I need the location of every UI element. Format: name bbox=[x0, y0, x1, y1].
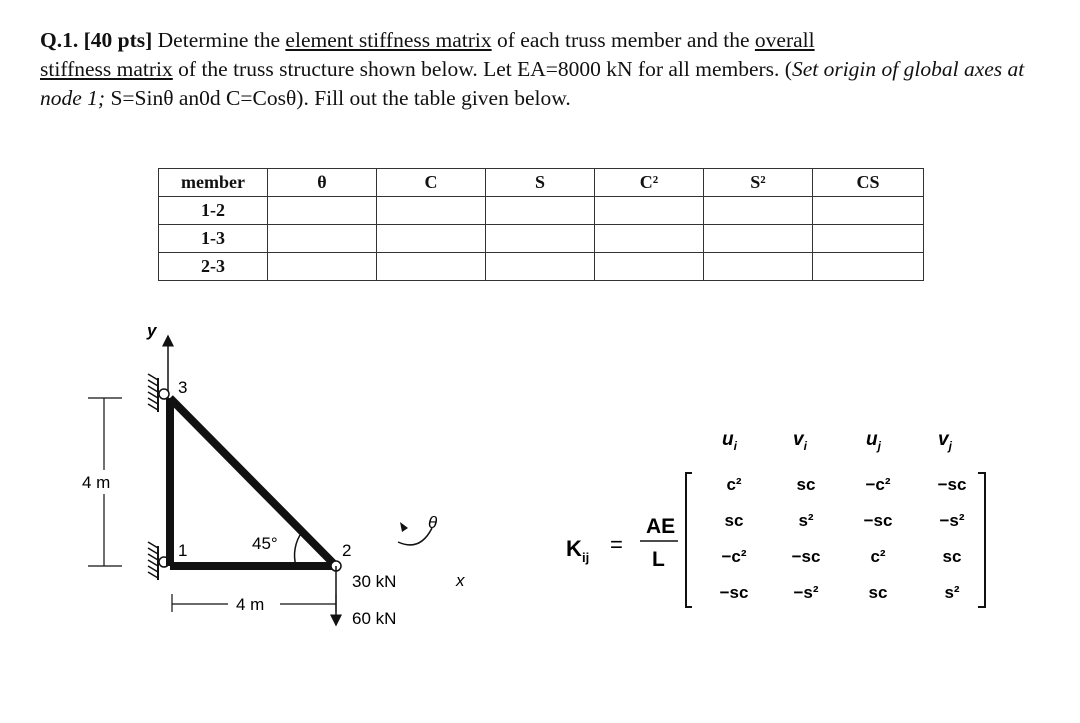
load-30kn-label: 30 kN bbox=[352, 572, 397, 591]
table-header-row bbox=[159, 169, 924, 197]
member-cell: 1-2 bbox=[159, 197, 268, 225]
question-italic: Set origin of global axes at node 1; bbox=[40, 57, 1025, 110]
x-axis-label: x bbox=[456, 571, 465, 590]
matrix-left-bracket bbox=[686, 473, 692, 607]
matrix-cell: c² bbox=[726, 475, 742, 494]
table-row bbox=[159, 225, 924, 253]
matrix-cell: s² bbox=[798, 511, 814, 530]
theta-arrowhead bbox=[400, 522, 408, 532]
matrix-lhs-sub: ij bbox=[582, 550, 590, 565]
matrix-cell: −sc bbox=[937, 475, 967, 494]
stiffness-matrix-link: stiffness matrix bbox=[40, 57, 173, 81]
question-text-2: of each truss member and the bbox=[491, 28, 755, 52]
stiffness-matrix bbox=[566, 429, 985, 607]
matrix-cell: −sc bbox=[791, 547, 821, 566]
y-axis-label: y bbox=[147, 321, 157, 340]
c2-cell[interactable] bbox=[595, 197, 704, 225]
question-text bbox=[40, 26, 1040, 113]
s2-cell[interactable] bbox=[704, 225, 813, 253]
matrix-equals: = bbox=[610, 532, 623, 557]
theta-cell[interactable] bbox=[268, 253, 377, 281]
matrix-cell: −sc bbox=[863, 511, 893, 530]
cs-cell[interactable] bbox=[813, 197, 924, 225]
matrix-cell: s² bbox=[944, 583, 960, 602]
overall-link: overall bbox=[754, 28, 815, 52]
matrix-cell: −s² bbox=[939, 511, 965, 530]
element-stiffness-link: element stiffness matrix bbox=[285, 28, 492, 52]
member-cell: 2-3 bbox=[159, 253, 268, 281]
theta-cell[interactable] bbox=[268, 197, 377, 225]
angle-label: 45° bbox=[252, 534, 278, 553]
s-cell[interactable] bbox=[486, 225, 595, 253]
matrix-cell: sc bbox=[942, 547, 962, 566]
question-prefix: Q.1. [40 pts] bbox=[40, 28, 153, 52]
matrix-frac-num: AE bbox=[646, 515, 676, 538]
cs-cell[interactable] bbox=[813, 253, 924, 281]
header-member: member bbox=[159, 169, 268, 197]
table-row bbox=[159, 197, 924, 225]
matrix-cell: sc bbox=[868, 583, 888, 602]
s2-cell[interactable] bbox=[704, 197, 813, 225]
c-cell[interactable] bbox=[377, 197, 486, 225]
header-c2: C² bbox=[595, 169, 704, 197]
matrix-cell: −s² bbox=[793, 583, 819, 602]
col-head-vi: $v_i$ bbox=[793, 429, 807, 453]
col-head-vj: $v_j$ bbox=[938, 429, 952, 453]
matrix-cell: sc bbox=[796, 475, 816, 494]
col-head-uj: $u_j$ bbox=[866, 429, 881, 453]
member-table bbox=[158, 168, 924, 281]
member-cell: 1-3 bbox=[159, 225, 268, 253]
matrix-cell: −c² bbox=[721, 547, 747, 566]
c-cell[interactable] bbox=[377, 253, 486, 281]
matrix-lhs: K bbox=[566, 536, 582, 561]
header-c: C bbox=[377, 169, 486, 197]
pin-support-node3 bbox=[148, 374, 169, 412]
s-cell[interactable] bbox=[486, 197, 595, 225]
s2-cell[interactable] bbox=[704, 253, 813, 281]
c2-cell[interactable] bbox=[595, 225, 704, 253]
theta-cell[interactable] bbox=[268, 225, 377, 253]
header-s2: S² bbox=[704, 169, 813, 197]
matrix-cell: −c² bbox=[865, 475, 891, 494]
matrix-cell: sc bbox=[724, 511, 744, 530]
truss-figure bbox=[0, 300, 1080, 723]
matrix-frac-den: L bbox=[652, 548, 665, 571]
node-3-label: 3 bbox=[178, 378, 188, 397]
c-cell[interactable] bbox=[377, 225, 486, 253]
c2-cell[interactable] bbox=[595, 253, 704, 281]
cs-cell[interactable] bbox=[813, 225, 924, 253]
node-2-label: 2 bbox=[342, 541, 352, 560]
matrix-cell: c² bbox=[870, 547, 886, 566]
load-60kn-label: 60 kN bbox=[352, 609, 397, 628]
matrix-right-bracket bbox=[978, 473, 985, 607]
angle-arc bbox=[295, 532, 302, 566]
question-text-4: S=Sinθ an0d C=Cosθ). Fill out the table given below. bbox=[105, 86, 571, 110]
header-cs: CS bbox=[813, 169, 924, 197]
col-head-ui: $u_i$ bbox=[722, 429, 737, 453]
header-s: S bbox=[486, 169, 595, 197]
height-dim-label: 4 m bbox=[82, 473, 111, 492]
table-row bbox=[159, 253, 924, 281]
s-cell[interactable] bbox=[486, 253, 595, 281]
pin-support-node1 bbox=[148, 542, 169, 580]
matrix-cell: −sc bbox=[719, 583, 749, 602]
question-text-1: Determine the bbox=[152, 28, 286, 52]
node-1-label: 1 bbox=[178, 541, 188, 560]
question-text-3: of the truss structure shown below. Let EA=8000 kN for all members. ( bbox=[172, 57, 792, 81]
theta-label: θ bbox=[428, 513, 438, 532]
width-dim-label: 4 m bbox=[236, 595, 265, 614]
header-theta: θ bbox=[268, 169, 377, 197]
